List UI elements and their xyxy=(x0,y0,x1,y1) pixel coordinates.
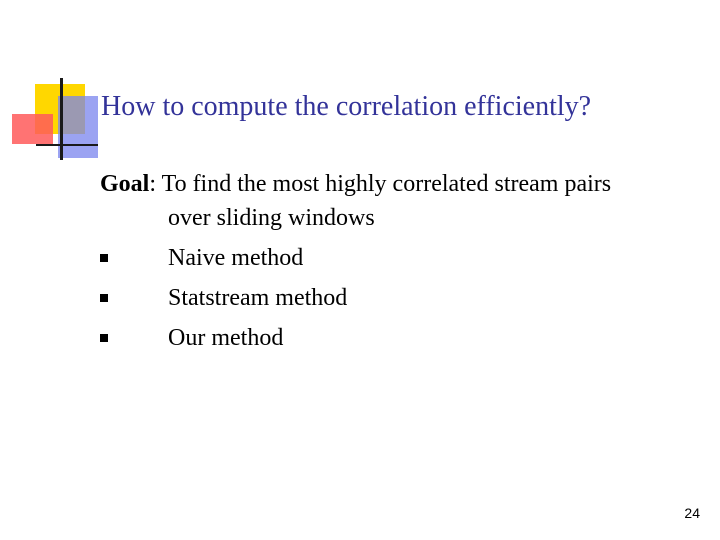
square-bullet-icon xyxy=(100,294,108,302)
logo-horizontal-line xyxy=(36,144,98,146)
slide-title: How to compute the correlation efficiently? xyxy=(101,91,592,122)
bullet-text: Our method xyxy=(168,325,284,351)
bullet-item-statstream xyxy=(100,278,611,318)
page-number: 24 xyxy=(684,505,700,521)
logo-vertical-line xyxy=(60,78,63,160)
decorative-logo-icon xyxy=(0,0,110,170)
bullet-item-naive xyxy=(100,238,611,278)
slide-body xyxy=(100,164,611,358)
bullet-item-our xyxy=(100,318,611,358)
logo-blue-square xyxy=(58,96,98,158)
square-bullet-icon xyxy=(100,334,108,342)
square-bullet-icon xyxy=(100,254,108,262)
bullet-text: Naive method xyxy=(168,245,304,271)
goal-continuation: over sliding windows xyxy=(168,205,375,231)
logo-red-square xyxy=(12,114,53,144)
goal-text: : To find the most highly correlated stream pairs xyxy=(149,171,612,197)
bullet-text: Statstream method xyxy=(168,285,348,311)
goal-label: Goal xyxy=(100,171,150,197)
